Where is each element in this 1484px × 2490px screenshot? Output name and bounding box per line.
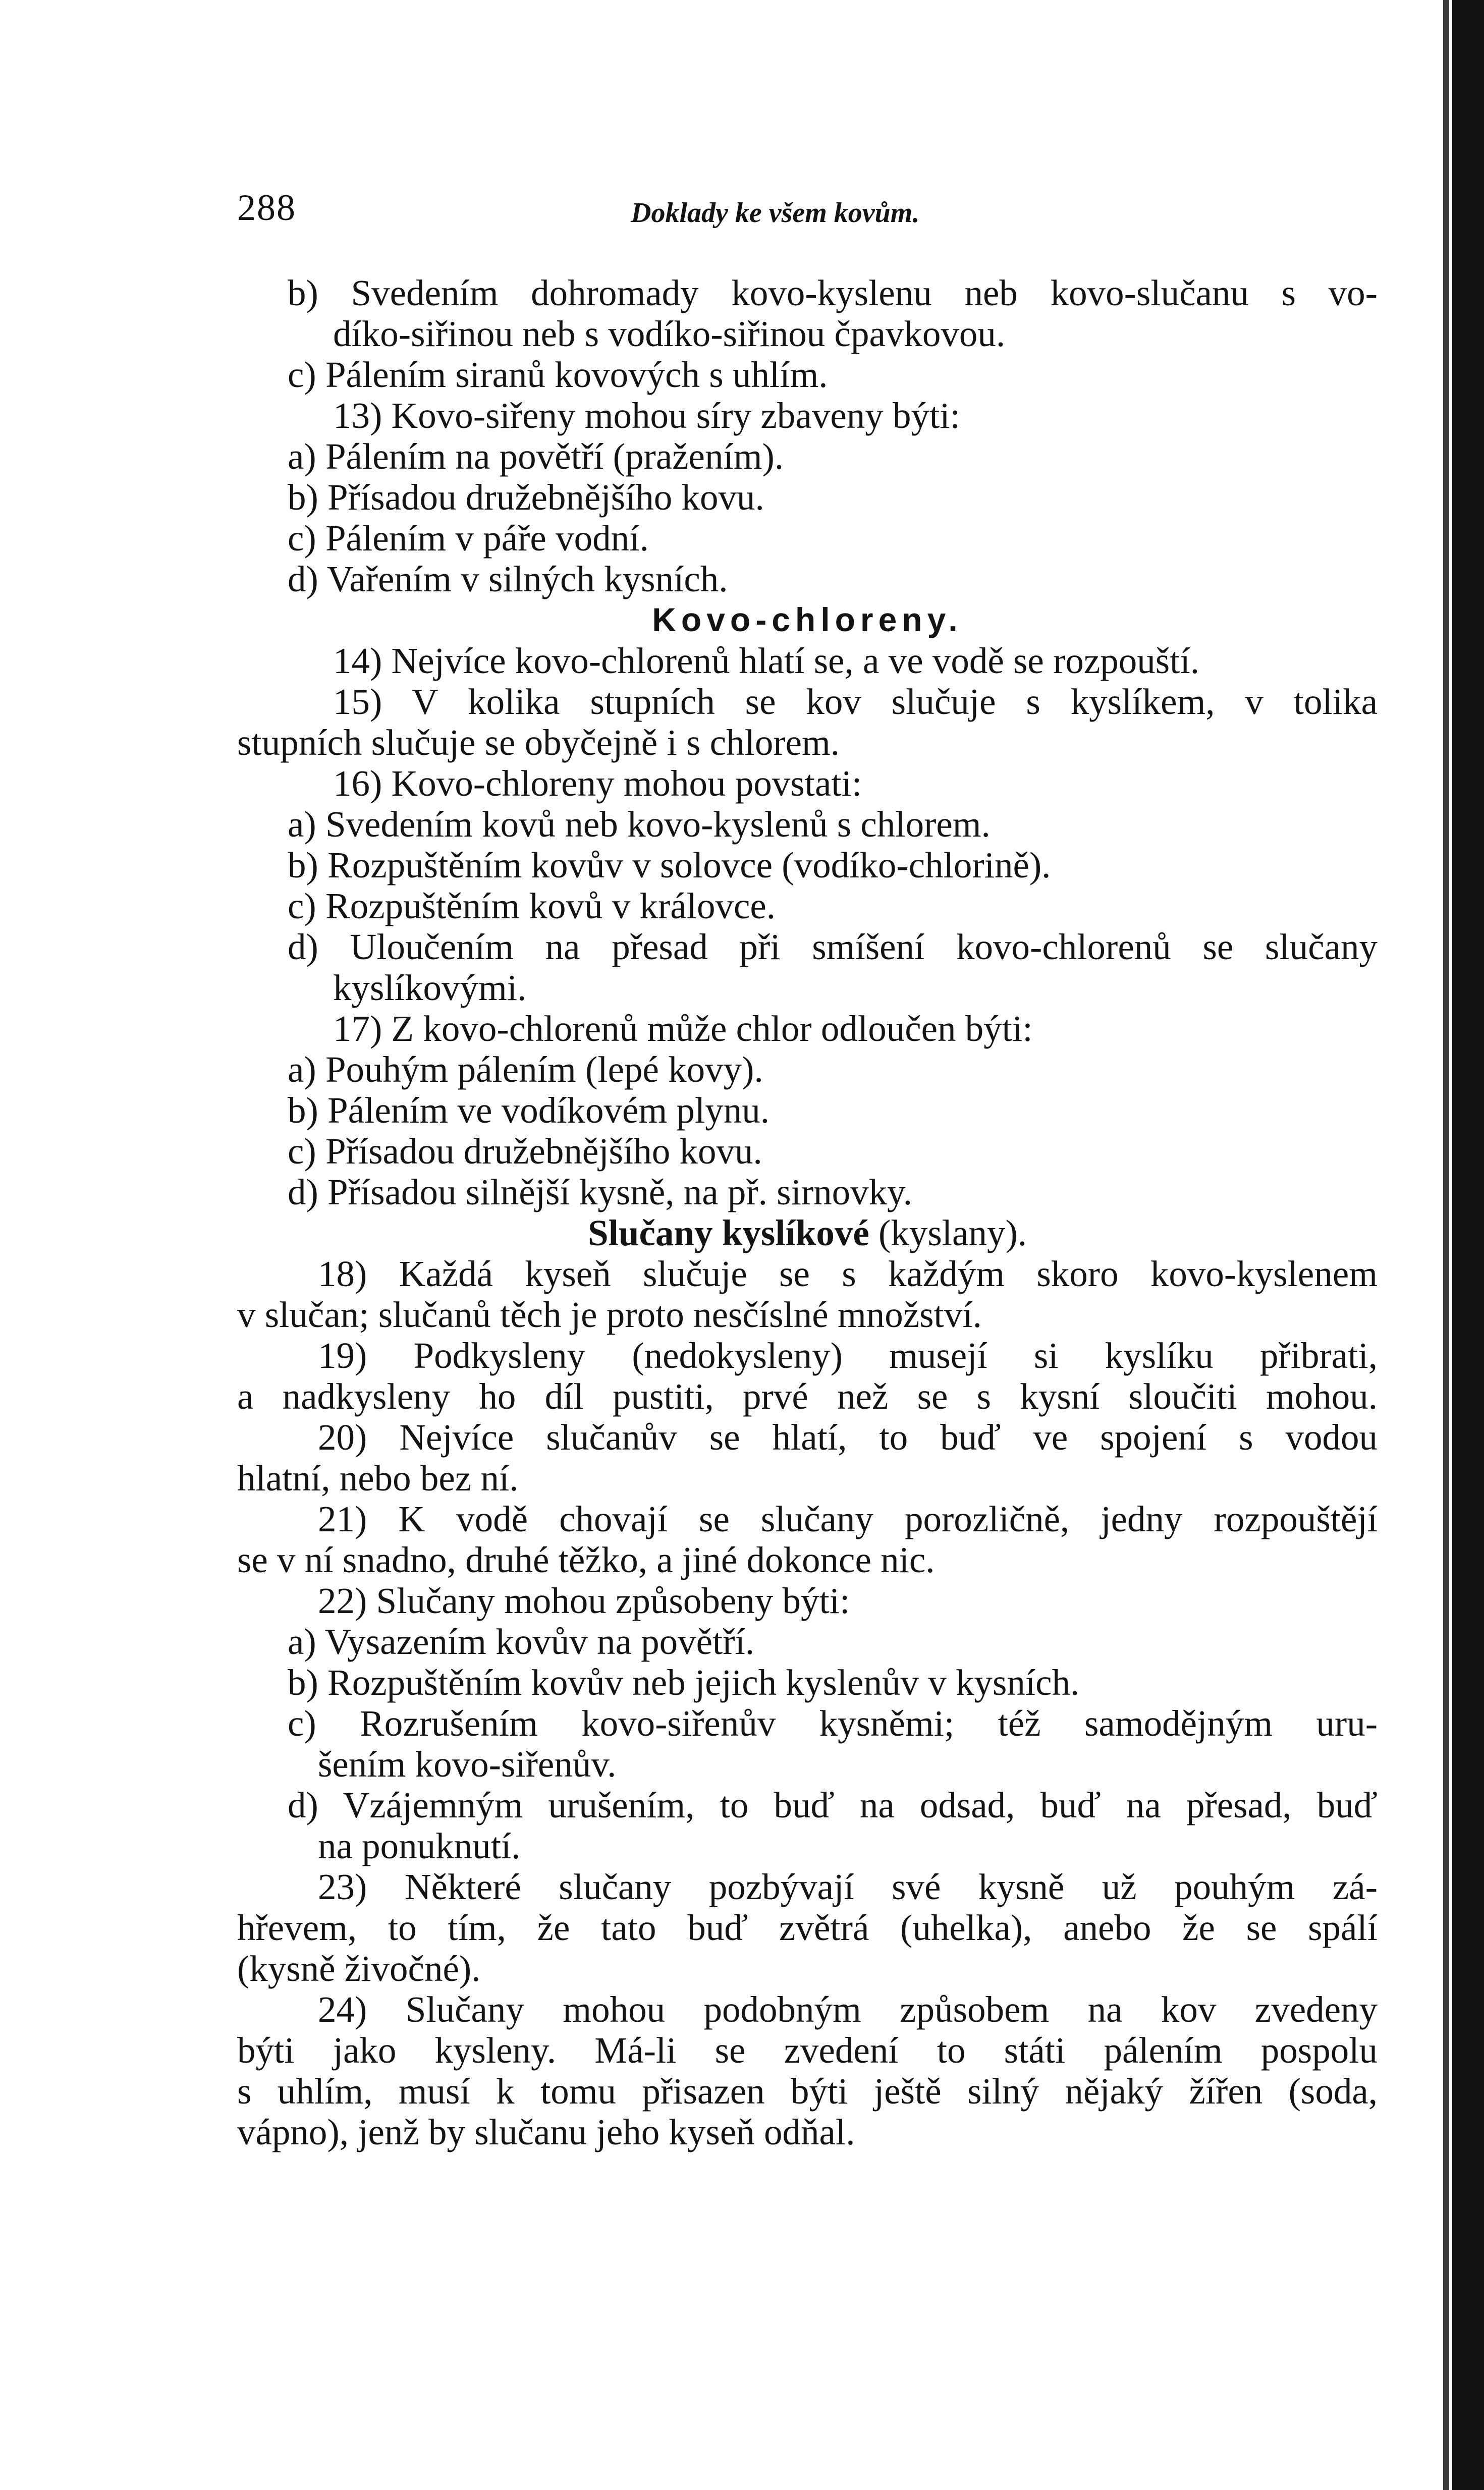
page-number: 288 <box>237 187 296 229</box>
text-line: vápno), jenž by slučanu jeho kyseň odňal. <box>237 2112 855 2152</box>
text-line: hlatní, nebo bez ní. <box>237 1458 519 1499</box>
section-heading-bold: Slučany kyslíkové <box>587 1212 869 1253</box>
text-line: a nadkysleny ho díl pustiti, prvé než se s kysní sloučiti mohou. <box>237 1376 1378 1417</box>
text-line: b) Rozpuštěním kovův neb jejich kyslenův v kysních. <box>288 1662 1080 1703</box>
text-line: d) Vařením v silných kysních. <box>288 559 728 599</box>
text-line: 16) Kovo-chloreny mohou povstati: <box>333 763 862 804</box>
text-line: hřevem, to tím, že tato buď zvětrá (uhelka), anebo že se spálí <box>237 1907 1378 1948</box>
text-line: se v ní snadno, druhé těžko, a jiné dokonce nic. <box>237 1539 935 1580</box>
text-line: d) Uloučením na přesad při smíšení kovo-chlorenů se slučany <box>288 926 1378 967</box>
text-line: 24) Slučany mohou podobným způsobem na kov zvedeny <box>318 1989 1378 2030</box>
section-heading-slucany-kyslikove <box>237 1212 1378 1253</box>
body-text <box>237 272 1378 2152</box>
section-heading-kovo-chloreny: Kovo-chloreny. <box>652 601 963 638</box>
text-line: a) Pálením na povětří (pražením). <box>288 436 784 477</box>
text-line: 21) K vodě chovají se slučany porozličně, jedny rozpouštějí <box>318 1499 1378 1539</box>
running-head: Doklady ke všem kovům. <box>631 197 920 229</box>
text-line: a) Svedením kovů neb kovo-kyslenů s chlorem. <box>288 804 991 845</box>
page-edge-shadow <box>1443 0 1449 2490</box>
text-line: c) Rozrušením kovo-siřenův kysněmi; též samodějným uru- <box>288 1703 1378 1744</box>
page-header <box>237 187 1378 242</box>
text-line: 23) Některé slučany pozbývají své kysně už pouhým zá- <box>318 1866 1378 1907</box>
text-line: c) Pálením v páře vodní. <box>288 518 649 559</box>
text-line: v slučan; slučanů těch je proto nesčíslné množství. <box>237 1294 982 1335</box>
text-line: šením kovo-siřenův. <box>318 1744 617 1785</box>
text-line: a) Vysazením kovův na povětří. <box>288 1621 755 1662</box>
page-edge <box>1452 0 1484 2490</box>
text-line: d) Přísadou silnější kysně, na př. sirnovky. <box>288 1172 913 1212</box>
text-line: d) Vzájemným urušením, to buď na odsad, buď na přesad, buď <box>288 1785 1378 1825</box>
text-line: 14) Nejvíce kovo-chlorenů hlatí se, a ve vodě se rozpouští. <box>333 640 1199 681</box>
text-line: stupních slučuje se obyčejně i s chlorem. <box>237 722 840 763</box>
text-line: 17) Z kovo-chlorenů může chlor odloučen býti: <box>333 1008 1033 1049</box>
text-line: b) Pálením ve vodíkovém plynu. <box>288 1090 770 1131</box>
text-line: díko-siřinou neb s vodíko-siřinou čpavkovou. <box>333 313 1006 354</box>
text-line: s uhlím, musí k tomu přisazen býti ještě silný nějaký žířen (soda, <box>237 2071 1378 2112</box>
text-line: 22) Slučany mohou způsobeny býti: <box>318 1580 850 1621</box>
text-line: c) Přísadou družebnějšího kovu. <box>288 1131 762 1172</box>
text-line: c) Rozpuštěním kovů v královce. <box>288 886 776 926</box>
text-line: 19) Podkysleny (nedokysleny) musejí si kyslíku přibrati, <box>318 1335 1378 1376</box>
text-line: c) Pálením siranů kovových s uhlím. <box>288 354 828 395</box>
text-line: kyslíkovými. <box>333 967 527 1008</box>
text-line: b) Svedením dohromady kovo-kyslenu neb kovo-slučanu s vo- <box>288 272 1378 313</box>
text-line: 18) Každá kyseň slučuje se s každým skoro kovo-kyslenem <box>318 1253 1378 1294</box>
text-line: 15) V kolika stupních se kov slučuje s kyslíkem, v tolika <box>333 681 1378 722</box>
section-heading-plain: (kyslany). <box>878 1212 1027 1253</box>
text-line: b) Přísadou družebnějšího kovu. <box>288 477 764 518</box>
text-line: na ponuknutí. <box>318 1825 521 1866</box>
text-line: býti jako kysleny. Má-li se zvedení to státi pálením pospolu <box>237 2030 1378 2071</box>
text-line: (kysně živočné). <box>237 1948 481 1989</box>
text-line: 20) Nejvíce slučanův se hlatí, to buď ve spojení s vodou <box>318 1417 1378 1458</box>
text-line: 13) Kovo-siřeny mohou síry zbaveny býti: <box>333 395 960 436</box>
text-line: a) Pouhým pálením (lepé kovy). <box>288 1049 763 1090</box>
text-line: b) Rozpuštěním kovův v solovce (vodíko-chlorině). <box>288 845 1051 886</box>
